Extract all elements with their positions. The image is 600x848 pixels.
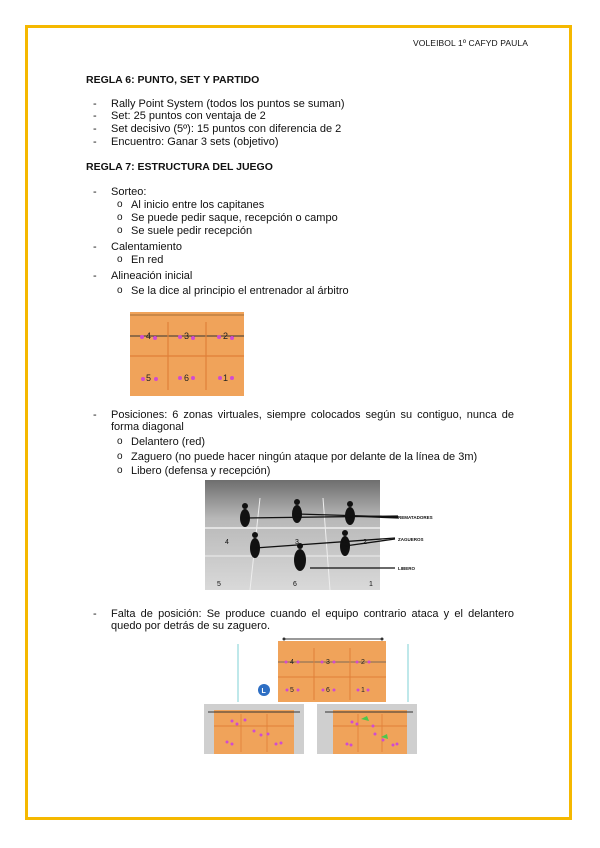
positions-photo xyxy=(205,480,445,590)
sorteo-sub: Se suele pedir recepción xyxy=(131,225,253,237)
calentamiento-label: Calentamiento xyxy=(111,241,182,253)
court-zone-label: 6 xyxy=(184,373,190,383)
court-zone-label: 4 xyxy=(290,659,294,666)
o-bullet: o xyxy=(117,254,123,265)
photo-zone-label: 3 xyxy=(295,539,299,546)
falta-text: Falta de posición: Se produce cuando el equipo contrario ataca y el delantero quedo por detrás de su zaguero. xyxy=(111,608,514,632)
court-zone-label: 5 xyxy=(146,373,152,383)
photo-zone-label: 4 xyxy=(225,539,229,546)
rule6-title: REGLA 6: PUNTO, SET Y PARTIDO xyxy=(86,74,260,86)
photo-annotation: ZAGUEROS xyxy=(398,537,424,542)
posiciones-sub: Delantero (red) xyxy=(131,436,205,448)
o-bullet: o xyxy=(117,436,123,447)
o-bullet: o xyxy=(117,212,123,223)
sorteo-sub: Se puede pedir saque, recepción o campo xyxy=(131,212,338,224)
dash: - xyxy=(93,241,97,253)
photo-zone-label: 2 xyxy=(363,539,367,546)
court-zone-label: 3 xyxy=(184,331,190,341)
photo-zone-label: 6 xyxy=(293,581,297,588)
page-header: VOLEIBOL 1º CAFYD PAULA xyxy=(413,38,528,48)
rule6-item: Set: 25 puntos con ventaja de 2 xyxy=(111,110,266,122)
rule6-item: Encuentro: Ganar 3 sets (objetivo) xyxy=(111,136,279,148)
court-diagram-rotation xyxy=(130,312,244,396)
court-zone-label: 1 xyxy=(223,373,229,383)
court-zone-label: 6 xyxy=(326,687,330,694)
dash: - xyxy=(93,110,97,122)
o-bullet: o xyxy=(117,451,123,462)
o-bullet: o xyxy=(117,199,123,210)
court-zone-label: 5 xyxy=(290,687,294,694)
o-bullet: o xyxy=(117,465,123,476)
photo-zone-label: 1 xyxy=(369,581,373,588)
court-diagram-fault-a xyxy=(204,704,304,754)
o-bullet: o xyxy=(117,225,123,236)
rule7-title: REGLA 7: ESTRUCTURA DEL JUEGO xyxy=(86,161,273,173)
sorteo-label: Sorteo: xyxy=(111,186,147,198)
dash: - xyxy=(93,123,97,135)
photo-annotation: LIBERO xyxy=(398,566,416,571)
dash: - xyxy=(93,186,97,198)
sorteo-sub: Al inicio entre los capitanes xyxy=(131,199,265,211)
dash: - xyxy=(93,409,97,421)
court-zone-label: 1 xyxy=(361,687,365,694)
court-zone-label: 4 xyxy=(146,331,152,341)
alineacion-sub: Se la dice al principio el entrenador al árbitro xyxy=(131,285,349,297)
court-diagram-fault xyxy=(236,634,412,702)
dash: - xyxy=(93,608,97,620)
dash: - xyxy=(93,98,97,110)
court-zone-label: 2 xyxy=(223,331,229,341)
posiciones-text: Posiciones: 6 zonas virtuales, siempre colocados según su contiguo, nunca de forma diagonal xyxy=(111,409,514,433)
dash: - xyxy=(93,136,97,148)
court-zone-label: 3 xyxy=(326,659,330,666)
court-zone-label: 2 xyxy=(361,659,365,666)
o-bullet: o xyxy=(117,285,123,296)
rule6-item: Rally Point System (todos los puntos se suman) xyxy=(111,98,345,110)
calentamiento-sub: En red xyxy=(131,254,164,266)
libero-marker: L xyxy=(261,688,266,695)
court-diagram-fault-b xyxy=(317,704,417,754)
posiciones-sub: Zaguero (no puede hacer ningún ataque por delante de la línea de 3m) xyxy=(131,451,478,463)
rule6-item: Set decisivo (5º): 15 puntos con diferencia de 2 xyxy=(111,123,342,135)
dash: - xyxy=(93,270,97,282)
posiciones-sub: Libero (defensa y recepción) xyxy=(131,465,271,477)
alineacion-label: Alineación inicial xyxy=(111,270,193,282)
photo-annotation: REMATADORES xyxy=(398,515,433,520)
photo-zone-label: 5 xyxy=(217,581,221,588)
